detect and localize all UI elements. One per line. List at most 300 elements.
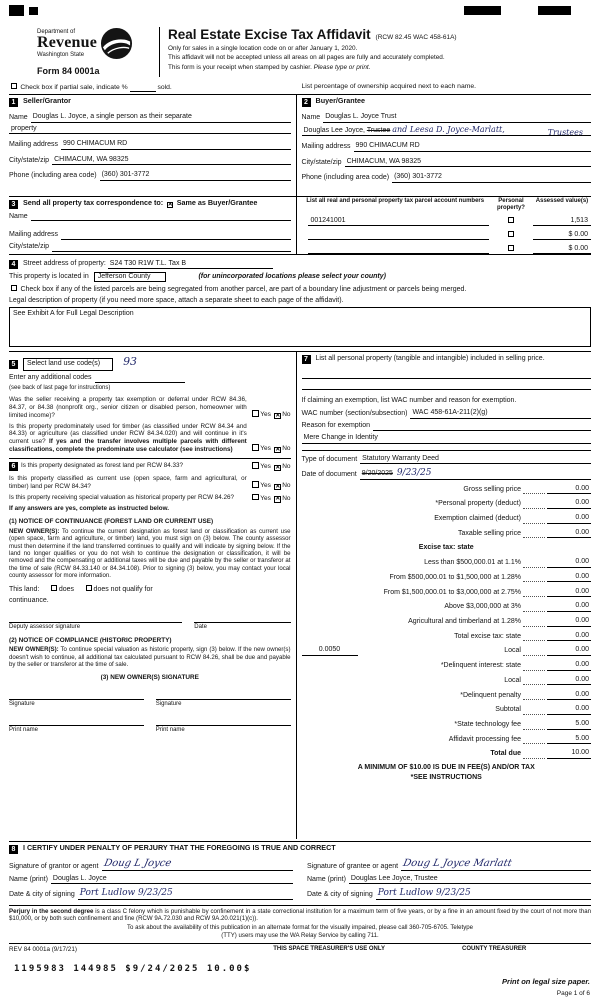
header-note-3-em: Please type or print. <box>313 63 371 71</box>
tax-line-label: From $1,500,000.01 to $3,000,000 at 2.75% <box>383 588 521 596</box>
assessed-value-field-3[interactable] <box>533 245 591 255</box>
parcel-personal-cell <box>489 245 533 254</box>
dots-leader <box>523 487 545 494</box>
landuse-q1-yes-checkbox[interactable] <box>252 410 259 417</box>
parcel-personal-cell <box>489 231 533 240</box>
grantor-date-field[interactable] <box>78 888 293 900</box>
dor-wordmark <box>37 29 97 59</box>
seller-phone-value: (360) 301-3772 <box>101 171 150 179</box>
dor-brand <box>9 27 159 77</box>
tax-line-label: *Personal property (deduct) <box>435 500 521 508</box>
forest-yes-checkbox[interactable] <box>252 462 259 469</box>
minimum-due-note: A MINIMUM OF $10.00 IS DUE IN FEE(S) AND/OR TAX <box>357 763 535 771</box>
tty-notice <box>9 924 591 939</box>
additional-codes-field[interactable] <box>95 374 185 383</box>
buyer-csz-label: City/state/zip <box>301 158 342 166</box>
grantee-signature-handwriting: Doug L Joyce Marlatt <box>402 857 513 869</box>
wac-number-field[interactable] <box>410 409 591 419</box>
dots-leader <box>523 752 545 759</box>
signature-label: Signature <box>155 700 182 707</box>
county-row <box>9 272 591 283</box>
timber-question-row <box>9 423 291 454</box>
historic-yes-checkbox[interactable] <box>252 494 259 501</box>
personal-property-checkbox-2[interactable] <box>508 231 515 238</box>
landuse-section <box>9 355 291 453</box>
dots-leader <box>523 531 545 538</box>
legal-description-field[interactable] <box>9 307 591 347</box>
tax-line-label: From $500,000.01 to $1,500,000 at 1.28% <box>389 573 521 581</box>
yes-label: Yes <box>260 463 271 471</box>
landuse-q2-no-checkbox[interactable]: ✕ <box>275 446 281 453</box>
continuance-label: continuance. <box>9 596 49 604</box>
parcel-row <box>302 217 591 227</box>
total-due-field[interactable]: 10.00 <box>547 749 591 759</box>
located-in-label: This property is located in <box>9 272 89 280</box>
property-section <box>9 254 591 351</box>
parcel-number-1: 001241001 <box>310 216 346 224</box>
seller-heading-row <box>9 97 291 107</box>
gross-selling-price-field[interactable]: 0.00 <box>547 485 591 495</box>
partial-sale-left <box>9 83 297 92</box>
buyer-name-value: Douglas L. Joyce Trust <box>325 113 397 121</box>
buyer-name-field[interactable] <box>323 113 591 123</box>
personal-property-line-1[interactable] <box>302 368 591 379</box>
dots-leader <box>523 620 545 627</box>
grantee-certification <box>307 854 591 899</box>
assessor-signoff-row <box>9 612 291 631</box>
tax-line-label: Above $3,000,000 at 3% <box>444 603 521 611</box>
partial-sale-label: Check box if partial sale, indicate % <box>20 83 128 91</box>
tier1-tax-field[interactable]: 0.00 <box>547 558 591 568</box>
ownership-note: List percentage of ownership acquired next to each name. <box>301 82 477 90</box>
form-number: Form 84 0001a <box>37 66 100 76</box>
timber-question-text <box>9 423 251 454</box>
section-1-number: 1 <box>9 98 18 107</box>
taxable-selling-price-field[interactable]: 0.00 <box>547 529 591 539</box>
grantor-certification <box>9 854 293 899</box>
perjury-body: is a class C felony which is punishable by confinement in a state correctional institution for a maximum term of five years, or by a fine in an amount fixed by the court of not more than $10,000, or by both such confinement and fine (RCW 9A.72.030 and RCW 9A.20.021(1)(c)). <box>9 907 591 922</box>
buyer-phone-label: Phone (including area code) <box>301 174 390 182</box>
county-value: Jefferson County <box>97 272 151 280</box>
historic-question-answers <box>251 494 291 503</box>
header-note-3 <box>168 64 591 72</box>
tty-line-2: (TTY) users may use the WA Relay Service by calling 711. <box>221 931 379 939</box>
grantor-signature-label: Signature of grantor or agent <box>9 862 99 870</box>
landuse-q2-yes-checkbox[interactable] <box>252 444 259 451</box>
continuance-body: To continue the current designation as forest land or classification as current use (open space, farm and agriculture, or timber) land, you must sign on (3) below. The county assessor must then determine if the land transferred continues to qualify and will indicate by signing below. If the land no longer qualifies or you do not wish to continue the designation or classification, it will be removed and the compensating or additional taxes will be due and payable by the seller or transferor at the time of sale (RCW 84.33.140 or 84.34.108). Prior to signing (3) below, you may contact your local county assessor for more information. <box>9 527 291 580</box>
tax-line-label: Gross selling price <box>463 485 521 493</box>
new-owner-signature-title: (3) NEW OWNER(S) SIGNATURE <box>100 673 199 681</box>
seller-phone-field[interactable] <box>100 171 291 181</box>
forest-question-row <box>9 462 291 471</box>
partial-sale-row <box>9 83 591 92</box>
section-4-number: 4 <box>9 260 18 269</box>
document-type-value: Statutory Warranty Deed <box>362 454 439 462</box>
seller-mailing-field[interactable] <box>61 140 290 150</box>
compliance-body: To continue special valuation as historic property, sign (3) below. If the new owner(s) doesn't wish to continue, all additional tax calculated pursuant to RCW 84.26, shall be due and payable by the seller or transferor at the time of sale. <box>9 646 291 669</box>
document-date-field[interactable] <box>360 468 591 480</box>
dots-leader <box>523 575 545 582</box>
buyer-handwriting-2: Trustees <box>547 128 583 138</box>
tax-line-label: *Delinquent interest: state <box>440 662 521 670</box>
new-owner-sig-cell-2 <box>156 689 291 708</box>
historic-question-row <box>9 494 291 503</box>
seller-name-value-2: property <box>11 124 37 132</box>
grantee-signature-label: Signature of grantee or agent <box>307 862 399 870</box>
correspondence-section <box>9 197 297 254</box>
dots-leader <box>523 561 545 568</box>
agricultural-tax-field[interactable]: 0.00 <box>547 617 591 627</box>
seller-csz-field[interactable] <box>52 156 290 166</box>
dots-leader <box>523 649 545 656</box>
parcel-personal-cell <box>489 217 533 226</box>
segregated-checkbox[interactable] <box>11 285 18 292</box>
left-detail-column <box>9 352 297 839</box>
state-technology-fee-field[interactable]: 5.00 <box>547 720 591 730</box>
yes-label: Yes <box>260 494 271 502</box>
tax-line-label: Local <box>504 676 521 684</box>
dots-leader <box>523 708 545 715</box>
county-treasurer-label: COUNTY TREASURER <box>462 945 527 952</box>
street-address-row <box>9 260 591 270</box>
personal-property-deduct-field[interactable]: 0.00 <box>547 499 591 509</box>
correspondence-name-label: Name <box>9 212 28 220</box>
landuse-select[interactable]: Select land use code(s) <box>23 358 113 371</box>
new-owner-printname-field-1[interactable] <box>9 715 144 726</box>
personal-property-intro-row <box>302 355 591 364</box>
personal-property-line-2[interactable] <box>302 379 591 390</box>
exemption-claimed-field[interactable]: 0.00 <box>547 514 591 524</box>
seller-csz-label: City/state/zip <box>9 156 50 164</box>
assessed-value-field-1[interactable] <box>533 217 591 227</box>
certification-heading: I CERTIFY UNDER PENALTY OF PERJURY THAT THE FOREGOING IS TRUE AND CORRECT <box>23 843 336 853</box>
assessed-value-3: $ 0.00 <box>568 244 588 252</box>
new-owner-printname-field-2[interactable] <box>156 715 291 726</box>
treasurer-space-label: THIS SPACE TREASURER'S USE ONLY <box>273 945 385 952</box>
footer-row <box>9 943 591 953</box>
reason-field[interactable] <box>373 422 591 431</box>
buyer-name-label: Name <box>301 114 321 122</box>
document-date-label: Date of document <box>301 470 357 478</box>
local-rate-field[interactable]: 0.0050 <box>302 646 358 656</box>
does-option <box>49 585 74 595</box>
no-label: No <box>282 463 291 471</box>
personal-property-checkbox-1[interactable] <box>508 217 515 224</box>
assessed-value-2: $ 0.00 <box>568 230 588 238</box>
seller-name-field-2[interactable] <box>9 125 291 135</box>
parcel-table-header <box>302 198 591 212</box>
parcel-col-assessed: Assessed value(s) <box>535 198 589 205</box>
reason-value: Mere Change in Identity <box>303 434 378 442</box>
continuance-paragraph <box>9 528 291 580</box>
perjury-lead: Perjury in the second degree <box>9 907 94 915</box>
no-label: No <box>282 482 291 490</box>
section-6-number: 6 <box>9 462 18 471</box>
currentuse-question-row <box>9 475 291 490</box>
personal-property-checkbox-3[interactable] <box>508 245 515 252</box>
certification-section <box>9 841 591 899</box>
dots-leader <box>523 693 545 700</box>
redaction-bar <box>9 5 24 16</box>
redaction-bar <box>464 6 501 15</box>
grantee-signature-field[interactable] <box>401 858 591 871</box>
county-note: (for unincorporated locations please select your county) <box>198 272 386 280</box>
buyer-heading: Buyer/Grantee <box>315 96 366 106</box>
deputy-assessor-signature-field[interactable] <box>9 612 182 623</box>
dept-name: Revenue <box>37 34 98 52</box>
form-header <box>9 27 591 77</box>
forest-question: Is this property designated as forest land per RCW 84.33? <box>21 462 184 470</box>
document-divider <box>302 450 591 451</box>
dept-suffix: Washington State <box>37 51 85 58</box>
dots-leader <box>523 590 545 597</box>
continuance-title: (1) NOTICE OF CONTINUANCE (FOREST LAND OR CURRENT USE) <box>9 517 214 525</box>
document-date-handwriting: 9/23/25 <box>396 467 432 478</box>
header-note-2: This affidavit will not be accepted unless all areas on all pages are fully and accurately completed. <box>168 54 445 62</box>
correspondence-row <box>9 196 591 254</box>
grantor-date-handwriting: Port Ludlow 9/23/25 <box>79 887 173 898</box>
grantor-name-label: Name (print) <box>9 875 48 883</box>
grantee-date-label: Date & city of signing <box>307 891 373 899</box>
total-state-excise-field[interactable]: 0.00 <box>547 632 591 642</box>
page-title: Real Estate Excise Tax Affidavit <box>168 27 371 42</box>
buyer-mailing-field[interactable] <box>354 142 591 152</box>
deputy-assessor-label: Deputy assessor signature <box>9 624 81 631</box>
grantee-date-field[interactable] <box>376 888 591 900</box>
grantee-name-value: Douglas Lee Joyce, Trustee <box>350 874 438 882</box>
legal-description-value: See Exhibit A for Full Legal Description <box>13 310 134 318</box>
parcel-number-field-1[interactable] <box>308 217 489 227</box>
reason-field-2[interactable] <box>302 434 591 444</box>
exemption-section <box>297 352 591 839</box>
timber-question-answers <box>251 444 291 453</box>
correspondence-mailing-field[interactable] <box>61 231 290 240</box>
correspondence-name-field[interactable] <box>31 213 291 222</box>
tax-line-label: Total excise tax: state <box>454 632 521 640</box>
section-7-number: 7 <box>302 355 311 364</box>
doesnot-checkbox[interactable] <box>86 585 93 592</box>
tax-line-label: Agricultural and timberland at 1.28% <box>408 617 521 625</box>
dots-leader <box>523 605 545 612</box>
answers-note: If any answers are yes, complete as instructed below. <box>9 505 170 513</box>
redaction-bar <box>538 6 571 15</box>
grantor-signature-field[interactable] <box>102 858 293 871</box>
historic-no-checkbox[interactable]: ✕ <box>275 496 281 503</box>
county-select[interactable] <box>94 272 166 283</box>
dept-prefix: Department of <box>37 28 76 35</box>
header-note-3-text: This form is your receipt when stamped by cashier. <box>168 63 314 71</box>
rcw-reference: (RCW 82.45 WAC 458-61A) <box>375 34 457 41</box>
header-note-1: Only for sales in a single location code on or after January 1, 2020. <box>168 44 358 52</box>
dots-leader <box>523 723 545 730</box>
does-label: does <box>58 585 75 593</box>
signature-label: Signature <box>9 700 35 707</box>
tax-line-label: *State technology fee <box>454 721 521 728</box>
assessed-value-field-2[interactable] <box>533 231 591 241</box>
street-address-field[interactable] <box>108 260 273 270</box>
certification-heading-row <box>9 844 591 854</box>
tier3-tax-field[interactable]: 0.00 <box>547 588 591 598</box>
seller-heading: Seller/Grantor <box>23 96 71 106</box>
parcel-row <box>302 245 591 255</box>
wac-number-label: WAC number (section/subsection) <box>301 410 408 418</box>
seller-mailing-value: 990 CHIMACUM RD <box>63 140 128 148</box>
parcel-col-numbers: List all real and personal property tax parcel account numbers <box>306 198 485 205</box>
document-type-label: Type of document <box>301 455 358 463</box>
does-checkbox[interactable] <box>51 585 58 592</box>
seller-section <box>9 95 297 196</box>
correspondence-csz-label: City/state/zip <box>9 243 50 251</box>
buyer-csz-value: CHIMACUM, WA 98325 <box>346 157 422 165</box>
correspondence-csz-field[interactable] <box>52 243 290 252</box>
compliance-paragraph <box>9 646 291 668</box>
continuance-lead: NEW OWNER(S): <box>9 527 60 535</box>
correspondence-label: Send all property tax correspondence to: <box>23 198 164 208</box>
legal-description-label: Legal description of property (if you need more space, attach a separate sheet to each page of the affidavit). <box>9 296 344 304</box>
street-address-label: Street address of property: <box>22 259 106 267</box>
new-owner-signature-row <box>9 689 291 708</box>
assessor-date-label: Date <box>194 624 207 631</box>
rev-form-number: REV 84 0001a (9/17/21) <box>9 945 77 953</box>
grantor-name-field[interactable] <box>51 875 293 885</box>
partial-sale-checkbox[interactable] <box>11 83 18 90</box>
delinquent-interest-local-field[interactable]: 0.00 <box>547 676 591 686</box>
treasurer-validation-stamp: 1195983 144985 $9/24/2025 10.00$ <box>14 964 252 975</box>
partial-percent-field[interactable] <box>130 85 156 92</box>
print-note-block <box>0 977 590 997</box>
same-as-buyer-checkbox[interactable]: ✕ <box>167 201 173 208</box>
correspondence-mailing-label: Mailing address <box>9 231 59 239</box>
grantor-name-value: Douglas L. Joyce <box>52 874 107 882</box>
wac-number-value: WAC 458-61A-211(2)(g) <box>412 409 488 417</box>
seller-name-label: Name <box>9 114 28 122</box>
print-name-label: Print name <box>155 726 185 733</box>
grantee-name-field[interactable] <box>349 875 591 885</box>
buyer-mailing-label: Mailing address <box>301 143 351 151</box>
assessor-date-field[interactable] <box>194 612 290 623</box>
grantee-date-handwriting: Port Ludlow 9/23/25 <box>377 887 471 898</box>
seller-mailing-label: Mailing address <box>9 141 59 149</box>
no-label: No <box>282 494 291 502</box>
compliance-title: (2) NOTICE OF COMPLIANCE (HISTORIC PROPERTY) <box>9 636 172 644</box>
exemption-question-text: Was the seller receiving a property tax exemption or deferral under RCW 84.36, 84.37, or 84.38 (nonprofit org., senior citizen or disabled person, homeowner with limited income)? <box>9 396 247 419</box>
segregated-label: Check box if any of the listed parcels are being segregated from another parcel, are part of a boundary line adjustment or parcels being merged. <box>20 285 467 293</box>
compliance-lead: NEW OWNER(S): <box>9 646 59 654</box>
tier4-tax-field[interactable]: 0.00 <box>547 602 591 612</box>
street-address-value: S24 T30 R1W T.L. Tax B <box>109 259 187 267</box>
delinquent-penalty-field[interactable]: 0.00 <box>547 691 591 701</box>
section-2-number: 2 <box>302 98 311 107</box>
correspondence-heading-row <box>9 199 291 209</box>
tax-line-label: Local <box>504 647 521 655</box>
parcel-col-personal: Personal property? <box>496 198 525 212</box>
forest-question-answers <box>251 462 291 471</box>
currentuse-question-text: Is this property classified as current use (open space, farm and agricultural, or timber) land per RCW 84.34? <box>9 474 247 490</box>
buyer-csz-field[interactable] <box>345 158 591 168</box>
seller-phone-label: Phone (including area code) <box>9 172 97 180</box>
dots-leader <box>523 517 545 524</box>
dots-leader <box>523 634 545 641</box>
title-block <box>159 27 591 77</box>
new-owner-sig-cell-1 <box>9 689 144 708</box>
affidavit-processing-fee-field[interactable]: 5.00 <box>547 735 591 745</box>
tax-line-label: Taxable selling price <box>457 529 521 537</box>
landuse-q1-no-checkbox[interactable]: ✕ <box>275 412 281 419</box>
buyer-handwriting-1: and Leesa D. Joyce-Marlatt, <box>392 124 505 134</box>
additional-codes-note: (see back of last page for instructions) <box>9 385 111 392</box>
doesnot-option <box>84 585 153 595</box>
forest-no-checkbox[interactable]: ✕ <box>275 464 281 471</box>
perjury-notice <box>9 905 591 923</box>
parcel-row <box>302 231 591 241</box>
same-as-buyer-label: Same as Buyer/Grantee <box>176 198 258 208</box>
new-owner-signature-field-1[interactable] <box>9 689 144 700</box>
no-label: No <box>282 411 291 419</box>
deputy-assessor-cell <box>9 612 182 631</box>
new-owner-print-cell-1 <box>9 715 144 734</box>
parcel-number-field-3[interactable] <box>308 246 489 254</box>
tax-line-label: Subtotal <box>495 706 521 714</box>
tty-line-1: To ask about the availability of this publication in an alternate format for the visually impaired, please call 360-705-6705. Teletype <box>126 924 474 932</box>
exemption-question-row <box>9 396 291 419</box>
buyer-phone-field[interactable] <box>392 173 591 183</box>
buyer-heading-row <box>302 97 591 107</box>
parcel-number-field-2[interactable] <box>308 232 489 240</box>
new-owner-signature-field-2[interactable] <box>156 689 291 700</box>
buyer-name-line2: Douglas Lee Joyce, <box>303 126 365 134</box>
print-name-label: Print name <box>9 726 39 733</box>
reason-label: Reason for exemption <box>301 422 370 430</box>
assessor-date-cell <box>194 612 290 631</box>
dots-leader <box>523 664 545 671</box>
page-indicator: Page 1 of 6 <box>556 989 590 997</box>
seller-name-field[interactable] <box>31 113 291 123</box>
redaction-bar <box>29 7 38 15</box>
yes-label: Yes <box>260 482 271 490</box>
currentuse-no-checkbox[interactable]: ✕ <box>275 483 281 490</box>
local-excise-field[interactable]: 0.00 <box>547 646 591 656</box>
tax-line-label: Total due <box>490 750 521 758</box>
doesnot-label: does not qualify for <box>93 585 153 593</box>
designation-section <box>9 458 291 734</box>
section-3-number: 3 <box>9 200 18 209</box>
buyer-mailing-value: 990 CHIMACUM RD <box>355 142 420 150</box>
tax-line-label: Affidavit processing fee <box>448 735 521 743</box>
landuse-select-row <box>9 355 291 371</box>
certification-columns <box>9 854 591 899</box>
subtotal-field[interactable]: 0.00 <box>547 705 591 715</box>
dots-leader <box>523 737 545 744</box>
land-qualify-row <box>9 585 291 595</box>
tax-line-label: Less than $500,000.01 at 1.1% <box>424 559 521 567</box>
currentuse-yes-checkbox[interactable] <box>252 481 259 488</box>
legal-size-note: Print on legal size paper. <box>502 977 590 987</box>
tier2-tax-field[interactable]: 0.00 <box>547 573 591 583</box>
seller-name-value: Douglas L. Joyce, a single person as their separate <box>32 113 192 121</box>
this-land-label: This land: <box>9 585 40 593</box>
additional-codes-label: Enter any additional codes <box>9 374 92 382</box>
segregated-row <box>9 285 591 295</box>
new-owner-print-cell-2 <box>156 715 291 734</box>
excise-tax-heading: Excise tax: state <box>418 544 474 552</box>
exemption-question-answers <box>251 410 291 419</box>
yes-label: Yes <box>260 411 271 419</box>
document-date-struck: 9/20/2025 <box>361 469 393 477</box>
dor-logo-icon <box>100 27 133 60</box>
document-type-field[interactable] <box>360 455 591 465</box>
delinquent-interest-state-field[interactable]: 0.00 <box>547 661 591 671</box>
dots-leader <box>523 678 545 685</box>
